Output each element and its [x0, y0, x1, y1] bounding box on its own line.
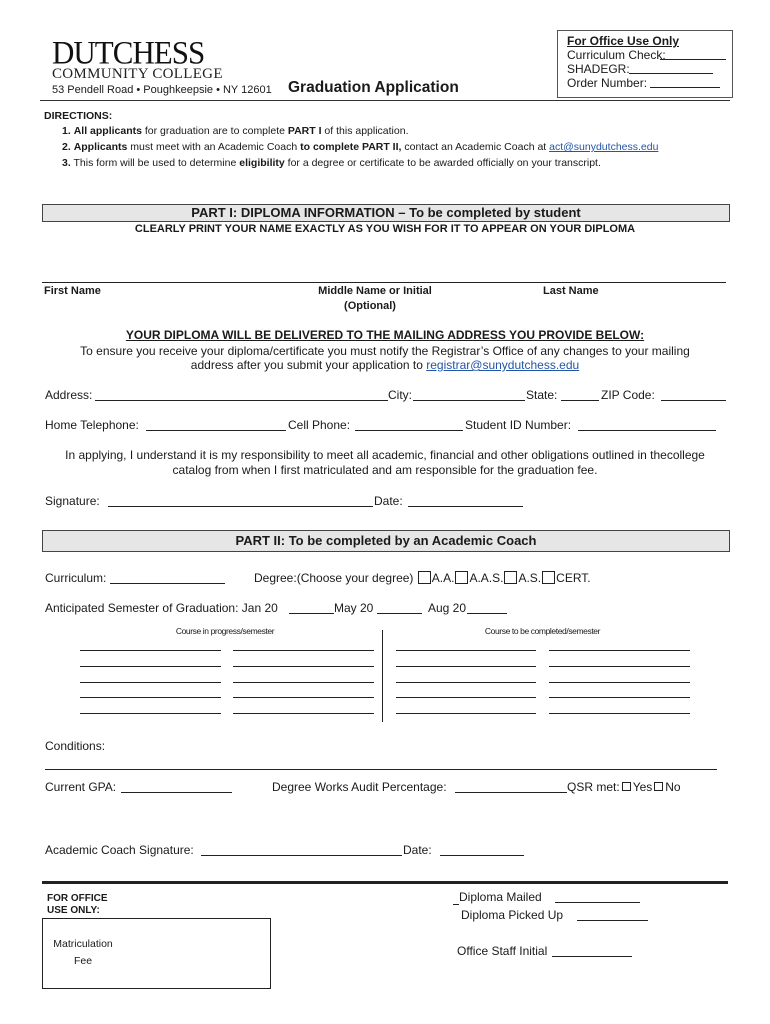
course-field[interactable]	[549, 650, 690, 651]
conditions-field[interactable]	[45, 769, 717, 770]
state-label: State:	[526, 388, 558, 402]
course-field[interactable]	[233, 697, 374, 698]
staff-initial-label: Office Staff Initial	[457, 944, 548, 958]
aug-year-field[interactable]	[467, 613, 507, 614]
direction-item-1: 1. All applicants for graduation are to complete PART I of this application.	[62, 125, 409, 137]
aug-label: Aug 20	[428, 601, 467, 615]
city-label: City:	[388, 388, 412, 402]
staff-initial-field[interactable]	[552, 956, 632, 957]
course-field[interactable]	[396, 713, 536, 714]
curriculum-check-field[interactable]	[660, 59, 726, 60]
agreement-text-2: catalog from when I first matriculated and am responsible for the graduation fee.	[172, 463, 598, 477]
jan-year-field[interactable]	[289, 613, 334, 614]
student-id-label: Student ID Number:	[465, 418, 572, 432]
student-id-field[interactable]	[578, 430, 716, 431]
mailing-heading: YOUR DIPLOMA WILL BE DELIVERED TO THE MAILING ADDRESS YOU PROVIDE BELOW:	[125, 328, 645, 342]
mailing-text-1: To ensure you receive your diploma/certificate you must notify the Registrar’s Office of any changes to your mailing	[80, 344, 690, 358]
zip-label: ZIP Code:	[601, 388, 655, 402]
course-field[interactable]	[233, 666, 374, 667]
course-field[interactable]	[549, 666, 690, 667]
zip-field[interactable]	[661, 400, 726, 401]
aa-checkbox[interactable]	[418, 571, 431, 584]
cell-phone-label: Cell Phone:	[288, 418, 351, 432]
shadegr-label: SHADEGR:	[567, 62, 630, 76]
date-field[interactable]	[408, 506, 523, 507]
signature-label: Signature:	[45, 494, 100, 508]
college-logo-name: DUTCHESS	[52, 34, 205, 71]
address-field[interactable]	[95, 400, 388, 401]
coach-date-label: Date:	[403, 843, 432, 857]
cert-label: CERT.	[556, 571, 591, 585]
part1-header: PART I: DIPLOMA INFORMATION – To be completed by student	[42, 204, 730, 222]
office-divider	[42, 881, 728, 884]
aa-label: A.A.	[431, 571, 455, 585]
anticipated-label: Anticipated Semester of Graduation: Jan 20	[45, 601, 278, 615]
home-phone-label: Home Telephone:	[45, 418, 139, 432]
staff-initial	[457, 944, 547, 958]
page-title: Graduation Application	[288, 79, 459, 96]
course-field[interactable]	[396, 650, 536, 651]
aas-label: A.A.S.	[469, 571, 504, 585]
optional-label: (Optional)	[344, 300, 396, 312]
qsr-met	[567, 780, 681, 794]
mailing-text-2: address after you submit your application to registrar@sunydutchess.edu	[190, 358, 580, 372]
coach-date-field[interactable]	[440, 855, 524, 856]
direction-item-2: 2. Applicants must meet with an Academic Coach to complete PART II, contact an Academic Coach at act@sunydutchess.edu	[62, 141, 659, 153]
coach-email-link[interactable]: act@sunydutchess.edu	[549, 141, 659, 153]
as-label: A.S.	[518, 571, 542, 585]
diploma-picked-label: Diploma Picked Up	[461, 908, 564, 922]
date-label: Date:	[374, 494, 403, 508]
coach-signature-label: Academic Coach Signature:	[45, 843, 194, 857]
diploma-picked-field[interactable]	[577, 920, 648, 921]
aas-checkbox[interactable]	[455, 571, 468, 584]
course-field[interactable]	[80, 697, 221, 698]
conditions-label: Conditions:	[45, 739, 106, 753]
cert-checkbox[interactable]	[542, 571, 555, 584]
curriculum-check-label: Curriculum Check:	[567, 48, 666, 62]
course-field[interactable]	[549, 697, 690, 698]
course-field[interactable]	[233, 713, 374, 714]
course-column-divider	[382, 630, 383, 722]
curriculum-label: Curriculum:	[45, 571, 107, 585]
order-number-field[interactable]	[650, 87, 720, 88]
header-divider	[40, 100, 730, 101]
audit-label: Degree Works Audit Percentage:	[272, 780, 447, 794]
agreement-text-1: In applying, I understand it is my responsibility to meet all academic, financial and other obligations outlined in thecollege	[65, 448, 705, 462]
degree-label: Degree:(Choose your degree)	[254, 571, 414, 585]
audit-field[interactable]	[455, 792, 567, 793]
address-label: Address:	[45, 388, 93, 402]
gpa-field[interactable]	[121, 792, 232, 793]
qsr-no-label: No	[665, 780, 681, 794]
middle-name-label: Middle Name or Initial	[318, 285, 432, 297]
part1-subheader: CLEARLY PRINT YOUR NAME EXACTLY AS YOU WISH FOR IT TO APPEAR ON YOUR DIPLOMA	[134, 223, 636, 235]
diploma-mailed	[453, 890, 542, 905]
course-in-progress-heading: Course in progress/semester	[175, 626, 275, 636]
signature-field[interactable]	[108, 506, 373, 507]
qsr-label: QSR met:	[567, 780, 620, 794]
qsr-yes-label: Yes	[632, 780, 653, 794]
office-use-box	[557, 30, 733, 98]
part2-header: PART II: To be completed by an Academic Coach	[42, 530, 730, 552]
cell-phone-field[interactable]	[355, 430, 463, 431]
may-year-field[interactable]	[377, 613, 422, 614]
home-phone-field[interactable]	[146, 430, 286, 431]
diploma-mailed-field[interactable]	[555, 902, 640, 903]
qsr-no-checkbox[interactable]	[654, 782, 663, 791]
course-field[interactable]	[233, 650, 374, 651]
office-label-1: FOR OFFICE	[47, 893, 108, 904]
course-field[interactable]	[549, 713, 690, 714]
shadegr-field[interactable]	[629, 73, 713, 74]
matriculation-label: Matriculation	[53, 938, 113, 950]
state-field[interactable]	[561, 400, 599, 401]
coach-signature-field[interactable]	[201, 855, 402, 856]
course-field[interactable]	[549, 682, 690, 683]
order-number-label: Order Number:	[567, 76, 648, 90]
office-label-2: USE ONLY:	[47, 905, 100, 916]
directions-heading: DIRECTIONS:	[44, 110, 113, 122]
course-field[interactable]	[233, 682, 374, 683]
first-name-label: First Name	[44, 285, 101, 297]
course-field[interactable]	[80, 713, 221, 714]
registrar-email-link[interactable]: registrar@sunydutchess.edu	[426, 358, 580, 372]
course-to-complete-heading: Course to be completed/semester	[484, 626, 601, 636]
course-field[interactable]	[396, 682, 536, 683]
city-field[interactable]	[413, 400, 525, 401]
may-label: May 20	[334, 601, 374, 615]
course-field[interactable]	[80, 666, 221, 667]
as-checkbox[interactable]	[504, 571, 517, 584]
degree-choice	[254, 571, 591, 585]
office-use-heading: For Office Use Only	[567, 34, 680, 48]
course-field[interactable]	[80, 682, 221, 683]
college-address: 53 Pendell Road • Poughkeepsie • NY 12601	[52, 84, 272, 96]
course-field[interactable]	[396, 666, 536, 667]
curriculum-field[interactable]	[110, 583, 225, 584]
direction-item-3: 3. This form will be used to determine eligibility for a degree or certificate to be awarded officially on your transcript.	[62, 157, 601, 169]
qsr-yes-checkbox[interactable]	[622, 782, 631, 791]
matriculation-fee-box[interactable]	[42, 918, 271, 989]
college-logo-subtitle: COMMUNITY COLLEGE	[52, 66, 223, 82]
name-field[interactable]	[42, 282, 726, 283]
diploma-mailed-label: Diploma Mailed	[459, 890, 542, 904]
fee-label: Fee	[73, 955, 93, 967]
course-field[interactable]	[396, 697, 536, 698]
gpa-label: Current GPA:	[45, 780, 117, 794]
last-name-label: Last Name	[543, 285, 599, 297]
diploma-picked	[461, 908, 563, 922]
course-field[interactable]	[80, 650, 221, 651]
